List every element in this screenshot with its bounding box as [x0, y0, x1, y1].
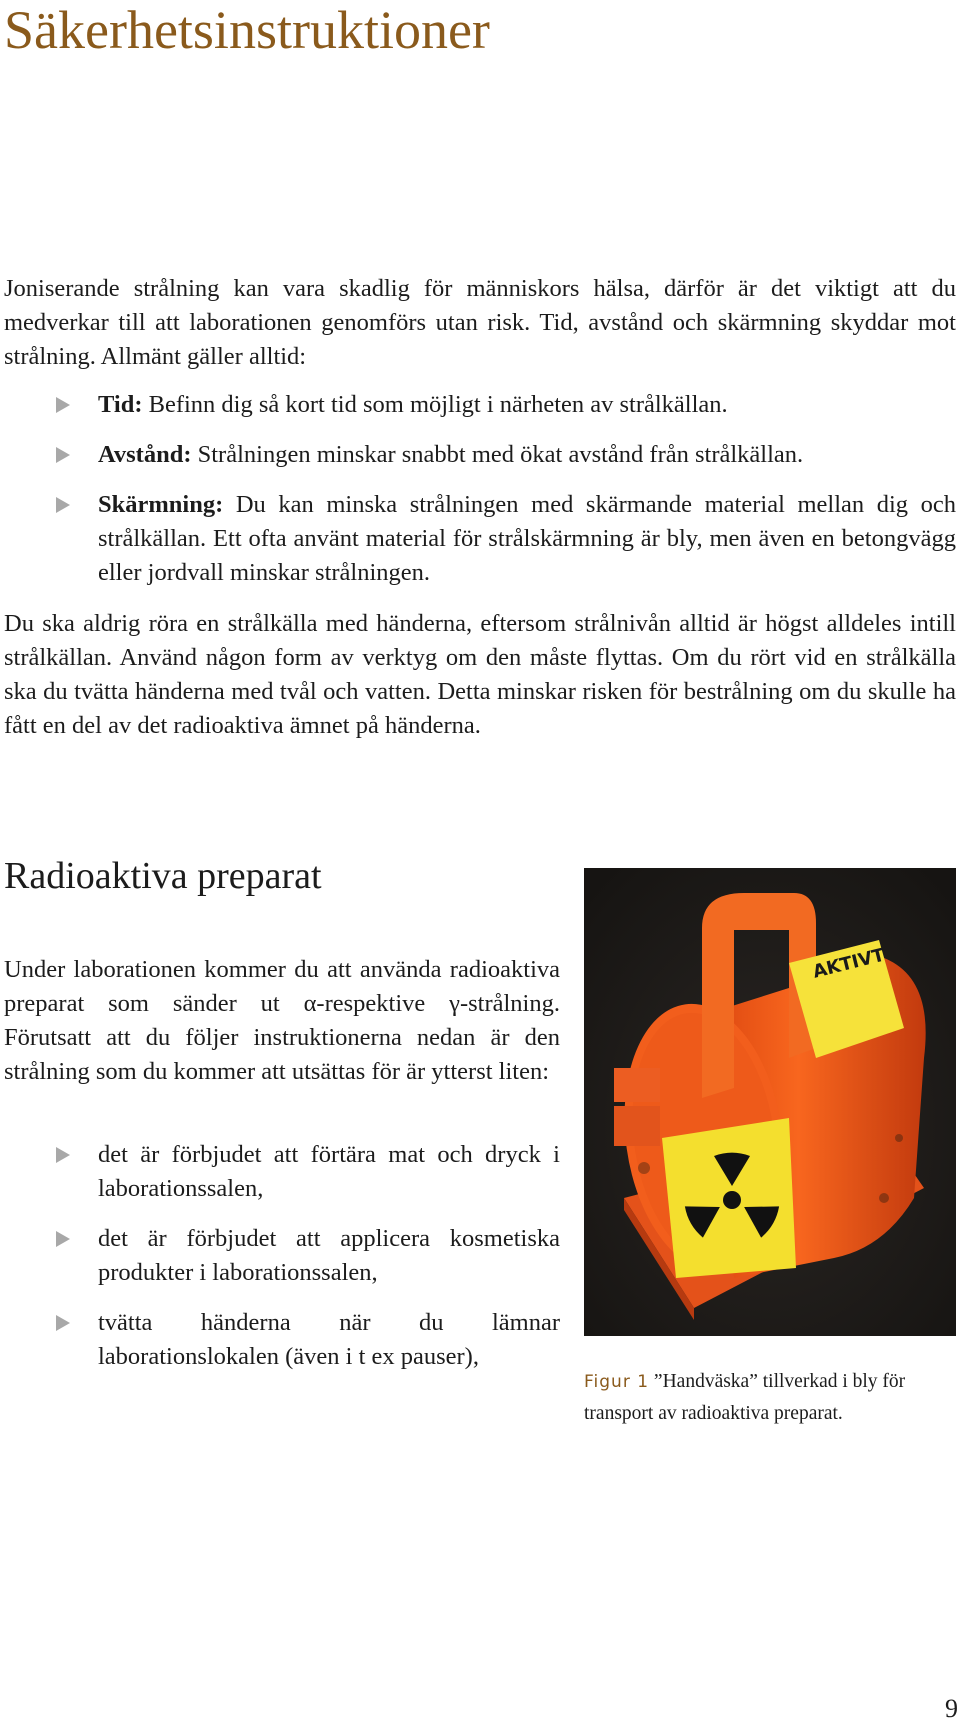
- lead-case-photo: [584, 868, 956, 1336]
- figure-caption: [584, 1366, 960, 1429]
- principle-text: Befinn dig så kort tid som möjligt i närheten av strålkällan.: [142, 391, 728, 418]
- principle-label: Skärmning:: [98, 491, 224, 518]
- triangle-bullet-icon: [56, 397, 70, 413]
- triangle-bullet-icon: [56, 1315, 70, 1331]
- list-item: [52, 488, 956, 590]
- principles-list: [52, 388, 956, 590]
- page-title: Säkerhetsinstruktioner: [4, 0, 490, 60]
- figure-caption-text: ”Handväska” tillverkad i bly för transport av radioaktiva preparat.: [584, 1371, 906, 1424]
- triangle-bullet-icon: [56, 447, 70, 463]
- principle-text: Du kan minska strålningen med skärmande material mellan dig och strålkällan. Ett ofta använt material för strålskärmning är bly, men även en betongvägg eller jordvall minskar strålningen.: [98, 491, 956, 586]
- principle-label: Avstånd:: [98, 441, 192, 468]
- principle-label: Tid:: [98, 391, 143, 418]
- triangle-bullet-icon: [56, 1231, 70, 1247]
- list-item: [52, 1306, 560, 1374]
- handling-paragraph: Du ska aldrig röra en strålkälla med händerna, eftersom strålnivån alltid är högst alldeles intill strålkällan. Använd någon form av verktyg om den måste flyttas. Om du rört vid en strålkälla ska du tvätta händerna med tvål och vatten. Detta minskar risken för bestrålning om du skulle ha fått en del av det radioaktiva ämnet på händerna.: [4, 610, 956, 739]
- principle-text: Strålningen minskar snabbt med ökat avstånd från strålkällan.: [191, 441, 804, 468]
- rule-text: det är förbjudet att applicera kosmetiska produkter i laborationssalen,: [98, 1225, 560, 1286]
- rule-text: det är förbjudet att förtära mat och dryck i laborationssalen,: [98, 1141, 560, 1202]
- list-item: [52, 438, 956, 472]
- list-item: [52, 1222, 560, 1290]
- list-item: [52, 1138, 560, 1206]
- section-paragraph: Under laborationen kommer du att använda radioaktiva preparat som sänder ut α-respektive γ-strålning. Förutsatt att du följer instruktionerna nedan är den strålning som du kommer att utsättas för är ytterst liten:: [4, 956, 560, 1085]
- triangle-bullet-icon: [56, 1147, 70, 1163]
- section-heading: Radioaktiva preparat: [4, 855, 322, 897]
- rule-text: tvätta händerna när du lämnar laborationslokalen (även i t ex pauser),: [98, 1309, 560, 1370]
- triangle-bullet-icon: [56, 497, 70, 513]
- intro-paragraph: Joniserande strålning kan vara skadlig för människors hälsa, därför är det viktigt att du medverkar till att laborationen genomförs utan risk. Tid, avstånd och skärmning skyddar mot strålning. Allmänt gäller alltid:: [4, 275, 956, 370]
- list-item: [52, 388, 956, 422]
- figure-label: Figur 1: [584, 1372, 650, 1392]
- page-number: 9: [945, 1694, 958, 1723]
- rules-list: [52, 1138, 560, 1390]
- sticker-text: AKTIVT: [810, 944, 887, 983]
